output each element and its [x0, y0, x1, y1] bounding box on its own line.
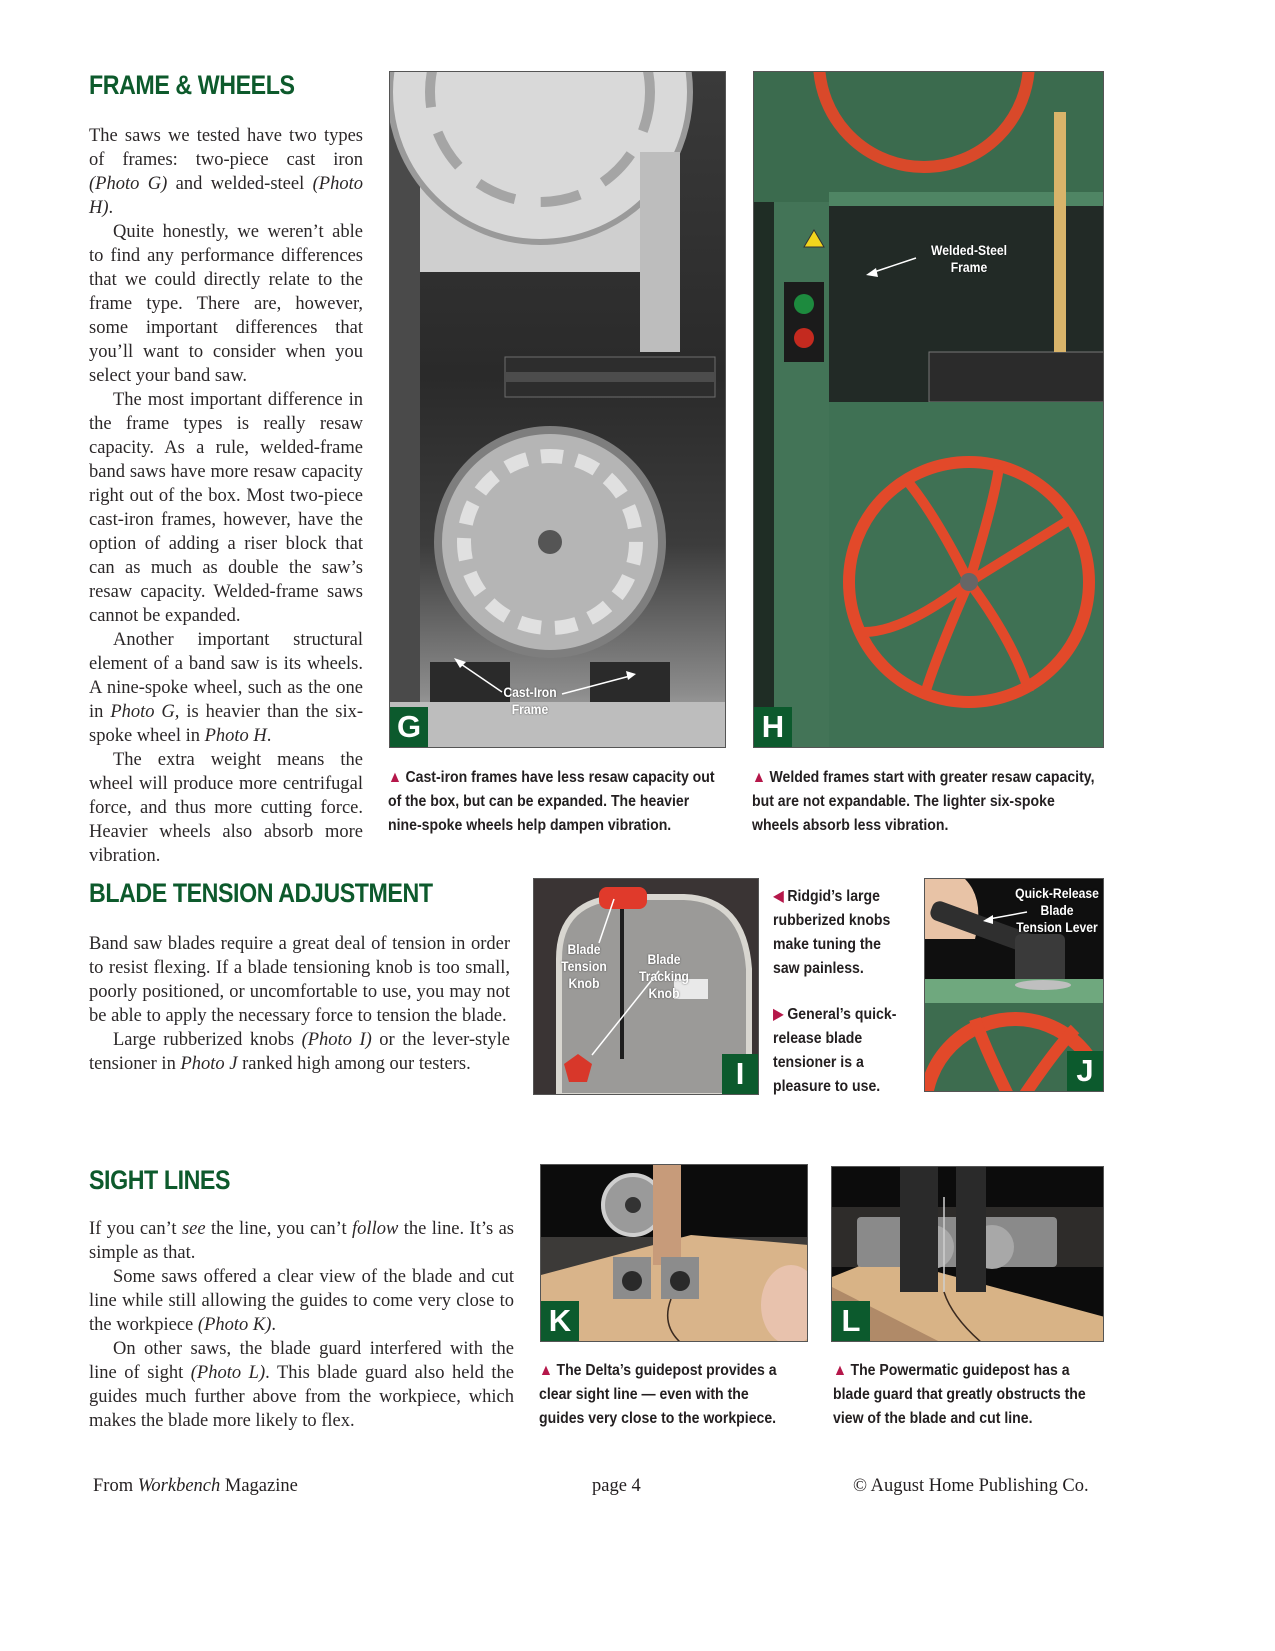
band-saw-illustration — [754, 72, 1104, 748]
photo-i-ridgid-tension-knob — [533, 878, 759, 1095]
sight-lines-body — [89, 1217, 514, 1433]
caption-photo-i: ◀ Ridgid’s large rubberized knobs make tuning the saw painless. — [773, 885, 905, 981]
caption-photo-j: ▶ General’s quick-release blade tensioner is a pleasure to use. — [773, 1003, 905, 1099]
triangle-left-icon: ◀ — [773, 888, 784, 905]
section-title-sight-lines: SIGHT LINES — [89, 1165, 231, 1195]
triangle-up-icon: ▲ — [833, 1362, 847, 1379]
guidepost-illustration — [832, 1167, 1104, 1342]
triangle-right-icon: ▶ — [773, 1006, 784, 1023]
callout-blade-tracking-knob: Blade Tracking Knob — [639, 952, 689, 1001]
section-title-blade-tension: BLADE TENSION ADJUSTMENT — [89, 878, 433, 908]
caption-photo-h: ▲ Welded frames start with greater resaw capacity, but are not expandable. The lighter six-spoke wheels absorb less vibration. — [752, 766, 1102, 838]
paragraph: The extra weight means the wheel will produce more centrifugal force, and thus more cutting force. Heavier wheels also absorb more vibration. — [89, 750, 363, 866]
photo-label-g: G — [390, 707, 428, 747]
caption-photo-g: ▲ Cast-iron frames have less resaw capacity out of the box, but can be expanded. The heavier nine-spoke wheels help dampen vibration. — [388, 766, 722, 838]
paragraph: The saws we tested have two types of frames: two-piece cast iron (Photo G) and welded-steel (Photo H). — [89, 126, 363, 218]
callout-quick-release-lever: Quick-Release Blade Tension Lever — [1015, 886, 1099, 935]
paragraph: Another important structural element of a band saw is its wheels. A nine-spoke wheel, such as the one in Photo G, is heavier than the six-spoke wheel in Photo H. — [89, 630, 363, 746]
paragraph: Some saws offered a clear view of the blade and cut line while still allowing the guides to come very close to the workpiece (Photo K). — [89, 1267, 514, 1335]
photo-label-j: J — [1067, 1051, 1103, 1091]
photo-label-h: H — [754, 707, 792, 747]
callout-cast-iron-frame: Cast-Iron Frame — [503, 685, 557, 717]
triangle-up-icon: ▲ — [752, 769, 766, 786]
photo-label-l: L — [832, 1301, 870, 1341]
photo-label-k: K — [541, 1301, 579, 1341]
photo-j-general-quick-release-lever — [924, 878, 1104, 1092]
caption-photo-k: ▲ The Delta’s guidepost provides a clear sight line — even with the guides very close to the workpiece. — [539, 1359, 794, 1431]
paragraph: Quite honestly, we weren’t able to find any performance differences that we could directly relate to the frame type. There are, however, some important differences that you’ll want to consider when you select your band saw. — [89, 222, 363, 386]
footer-copyright: © August Home Publishing Co. — [853, 1476, 1089, 1496]
band-saw-illustration — [390, 72, 726, 748]
photo-label-i: I — [722, 1054, 758, 1094]
paragraph: Band saw blades require a great deal of tension in order to resist flexing. If a blade tensioning knob is too small, poorly positioned, or uncomfortable to use, you may not be able to apply the necessary force to tension the blade. — [89, 934, 510, 1026]
frame-wheels-body — [89, 124, 363, 868]
triangle-up-icon: ▲ — [539, 1362, 553, 1379]
guidepost-illustration — [541, 1165, 808, 1342]
blade-tension-body — [89, 932, 510, 1076]
caption-photo-l: ▲ The Powermatic guidepost has a blade guard that greatly obstructs the view of the blade and cut line. — [833, 1359, 1088, 1431]
paragraph: Large rubberized knobs (Photo I) or the lever-style tensioner in Photo J ranked high among our testers. — [89, 1030, 510, 1074]
paragraph: If you can’t see the line, you can’t follow the line. It’s as simple as that. — [89, 1219, 514, 1263]
footer-source: From Workbench Magazine — [93, 1476, 298, 1496]
photo-k-delta-guidepost — [540, 1164, 808, 1342]
paragraph: On other saws, the blade guard interfered with the line of sight (Photo L). This blade guard also held the guides much further above from the workpiece, which makes the blade more likely to flex. — [89, 1339, 514, 1431]
callout-blade-tension-knob: Blade Tension Knob — [561, 942, 607, 991]
footer-page-number: page 4 — [592, 1476, 641, 1496]
section-title-frame-wheels: FRAME & WHEELS — [89, 70, 295, 100]
photo-l-powermatic-guidepost — [831, 1166, 1104, 1342]
callout-welded-steel-frame: Welded-Steel Frame — [930, 243, 1008, 275]
triangle-up-icon: ▲ — [388, 769, 402, 786]
photo-g-cast-iron-band-saw — [389, 71, 726, 748]
paragraph: The most important difference in the frame types is really resaw capacity. As a rule, welded-frame band saws have more resaw capacity right out of the box. Most two-piece cast-iron frames, however, have the option of adding a riser block that can as much as double the saw’s resaw capacity. Welded-frame saws cannot be expanded. — [89, 390, 363, 626]
photo-h-welded-steel-band-saw — [753, 71, 1104, 748]
